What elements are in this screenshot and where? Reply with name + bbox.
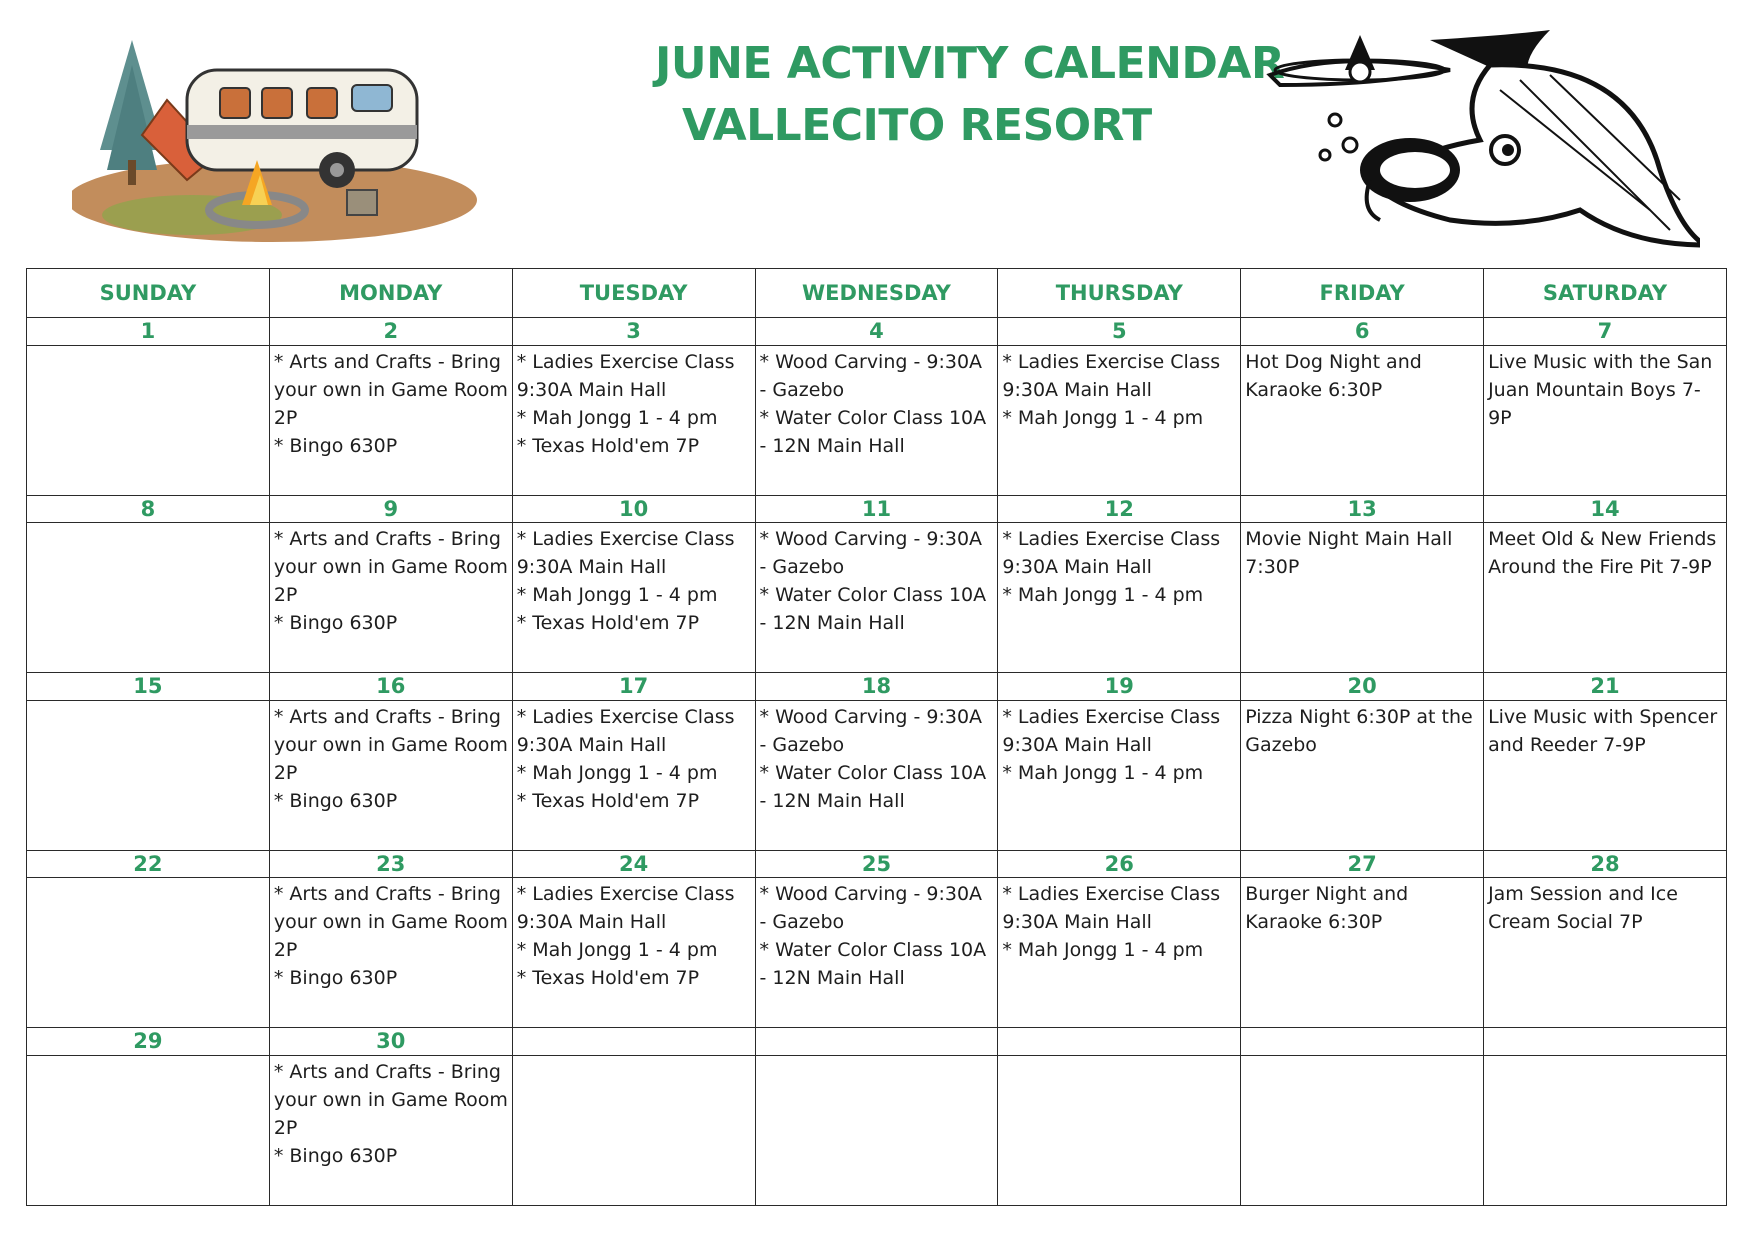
- day-number-row: [27, 1028, 1727, 1055]
- day-events-cell: [998, 700, 1241, 850]
- day-number: 4: [755, 318, 998, 345]
- day-events-row: [27, 878, 1727, 1028]
- weekday-friday: FRIDAY: [1241, 269, 1484, 318]
- day-events-cell: [512, 523, 755, 673]
- day-events-text: * Wood Carving - 9:30A - Gazebo * Water Color Class 10A - 12N Main Hall: [759, 883, 987, 990]
- day-events-text: * Arts and Crafts - Bring your own in Game Room 2P * Bingo 630P: [273, 883, 508, 990]
- day-number: 13: [1241, 495, 1484, 522]
- day-number-row: [27, 318, 1727, 345]
- day-events-text: Meet Old & New Friends Around the Fire Pit 7-9P: [1488, 528, 1717, 579]
- day-number: 1: [27, 318, 270, 345]
- day-number: 21: [1484, 673, 1727, 700]
- day-events-cell: [512, 878, 755, 1028]
- day-events-cell: [755, 878, 998, 1028]
- day-events-text: * Wood Carving - 9:30A - Gazebo * Water Color Class 10A - 12N Main Hall: [759, 350, 987, 457]
- day-events-text: * Ladies Exercise Class 9:30A Main Hall * Mah Jongg 1 - 4 pm: [1002, 705, 1221, 784]
- calendar-title: JUNE ACTIVITY CALENDAR: [655, 38, 1285, 89]
- day-events-text: * Ladies Exercise Class 9:30A Main Hall * Mah Jongg 1 - 4 pm * Texas Hold'em 7P: [516, 350, 735, 457]
- day-events-cell: [998, 1055, 1241, 1205]
- day-events-cell: [27, 345, 270, 495]
- day-events-row: [27, 1055, 1727, 1205]
- day-events-text: * Arts and Crafts - Bring your own in Game Room 2P * Bingo 630P: [273, 350, 508, 457]
- day-events-cell: [1241, 1055, 1484, 1205]
- day-number: 3: [512, 318, 755, 345]
- day-number: [512, 1028, 755, 1055]
- day-events-text: * Wood Carving - 9:30A - Gazebo * Water Color Class 10A - 12N Main Hall: [759, 705, 987, 812]
- day-events-cell: [269, 523, 512, 673]
- day-events-text: Movie Night Main Hall 7:30P: [1245, 528, 1453, 579]
- day-number: 28: [1484, 850, 1727, 877]
- day-events-cell: [1241, 345, 1484, 495]
- day-number-row: [27, 495, 1727, 522]
- activity-calendar-grid: [26, 268, 1727, 1206]
- day-number: 12: [998, 495, 1241, 522]
- day-events-cell: [755, 1055, 998, 1205]
- day-events-text: Pizza Night 6:30P at the Gazebo: [1245, 705, 1473, 756]
- day-events-cell: [998, 523, 1241, 673]
- day-number: 30: [269, 1028, 512, 1055]
- day-events-row: [27, 700, 1727, 850]
- day-number: 20: [1241, 673, 1484, 700]
- day-events-text: Live Music with the San Juan Mountain Boys 7-9P: [1488, 350, 1713, 429]
- day-events-text: Burger Night and Karaoke 6:30P: [1245, 883, 1409, 934]
- weekday-header-row: [27, 269, 1727, 318]
- day-number: 29: [27, 1028, 270, 1055]
- weekday-tuesday: TUESDAY: [512, 269, 755, 318]
- day-number: 26: [998, 850, 1241, 877]
- day-events-cell: [755, 345, 998, 495]
- day-number: 11: [755, 495, 998, 522]
- day-events-cell: [1241, 700, 1484, 850]
- day-events-cell: [269, 1055, 512, 1205]
- day-events-text: * Ladies Exercise Class 9:30A Main Hall * Mah Jongg 1 - 4 pm: [1002, 350, 1221, 429]
- day-events-cell: [755, 700, 998, 850]
- day-number: 24: [512, 850, 755, 877]
- weekday-monday: MONDAY: [269, 269, 512, 318]
- day-events-text: * Wood Carving - 9:30A - Gazebo * Water Color Class 10A - 12N Main Hall: [759, 528, 987, 635]
- day-events-cell: [512, 700, 755, 850]
- day-events-row: [27, 345, 1727, 495]
- day-number: 10: [512, 495, 755, 522]
- day-events-text: * Ladies Exercise Class 9:30A Main Hall * Mah Jongg 1 - 4 pm * Texas Hold'em 7P: [516, 528, 735, 635]
- day-events-cell: [1484, 700, 1727, 850]
- day-events-row: [27, 523, 1727, 673]
- day-events-text: * Arts and Crafts - Bring your own in Game Room 2P * Bingo 630P: [273, 705, 508, 812]
- day-number: 18: [755, 673, 998, 700]
- day-events-cell: [269, 700, 512, 850]
- weekday-saturday: SATURDAY: [1484, 269, 1727, 318]
- day-number: 6: [1241, 318, 1484, 345]
- day-events-cell: [512, 345, 755, 495]
- day-number: 15: [27, 673, 270, 700]
- day-number: 5: [998, 318, 1241, 345]
- day-number: 27: [1241, 850, 1484, 877]
- day-events-cell: [1484, 878, 1727, 1028]
- resort-name: VALLECITO RESORT: [682, 100, 1152, 151]
- day-events-cell: [27, 878, 270, 1028]
- day-number: 23: [269, 850, 512, 877]
- day-number: 16: [269, 673, 512, 700]
- day-events-text: * Ladies Exercise Class 9:30A Main Hall * Mah Jongg 1 - 4 pm: [1002, 528, 1221, 607]
- day-number-row: [27, 673, 1727, 700]
- day-events-text: Live Music with Spencer and Reeder 7-9P: [1488, 705, 1718, 756]
- weekday-thursday: THURSDAY: [998, 269, 1241, 318]
- day-number: 2: [269, 318, 512, 345]
- day-events-cell: [998, 878, 1241, 1028]
- day-events-cell: [1484, 523, 1727, 673]
- day-events-text: * Ladies Exercise Class 9:30A Main Hall * Mah Jongg 1 - 4 pm: [1002, 883, 1221, 962]
- day-events-cell: [1484, 1055, 1727, 1205]
- day-number: [1241, 1028, 1484, 1055]
- day-number: 17: [512, 673, 755, 700]
- day-events-cell: [1241, 523, 1484, 673]
- day-number: [998, 1028, 1241, 1055]
- day-events-text: Jam Session and Ice Cream Social 7P: [1488, 883, 1678, 934]
- day-number: 22: [27, 850, 270, 877]
- day-events-text: * Ladies Exercise Class 9:30A Main Hall * Mah Jongg 1 - 4 pm * Texas Hold'em 7P: [516, 883, 735, 990]
- fish-jumping-illustration: [1250, 30, 1700, 255]
- day-events-cell: [1241, 878, 1484, 1028]
- weekday-wednesday: WEDNESDAY: [755, 269, 998, 318]
- day-events-cell: [27, 523, 270, 673]
- day-events-text: * Arts and Crafts - Bring your own in Game Room 2P * Bingo 630P: [273, 528, 508, 635]
- day-events-cell: [27, 700, 270, 850]
- day-events-text: * Arts and Crafts - Bring your own in Game Room 2P * Bingo 630P: [273, 1060, 508, 1167]
- day-number: [755, 1028, 998, 1055]
- day-number: 19: [998, 673, 1241, 700]
- day-number-row: [27, 850, 1727, 877]
- day-events-text: Hot Dog Night and Karaoke 6:30P: [1245, 350, 1422, 401]
- day-events-cell: [269, 878, 512, 1028]
- day-events-cell: [512, 1055, 755, 1205]
- day-events-cell: [755, 523, 998, 673]
- day-number: 7: [1484, 318, 1727, 345]
- day-events-cell: [998, 345, 1241, 495]
- day-events-cell: [269, 345, 512, 495]
- day-number: 14: [1484, 495, 1727, 522]
- day-number: 8: [27, 495, 270, 522]
- day-events-cell: [27, 1055, 270, 1205]
- day-number: 9: [269, 495, 512, 522]
- day-events-cell: [1484, 345, 1727, 495]
- camper-campfire-illustration: [72, 30, 492, 245]
- day-number: [1484, 1028, 1727, 1055]
- day-number: 25: [755, 850, 998, 877]
- weekday-sunday: SUNDAY: [27, 269, 270, 318]
- day-events-text: * Ladies Exercise Class 9:30A Main Hall * Mah Jongg 1 - 4 pm * Texas Hold'em 7P: [516, 705, 735, 812]
